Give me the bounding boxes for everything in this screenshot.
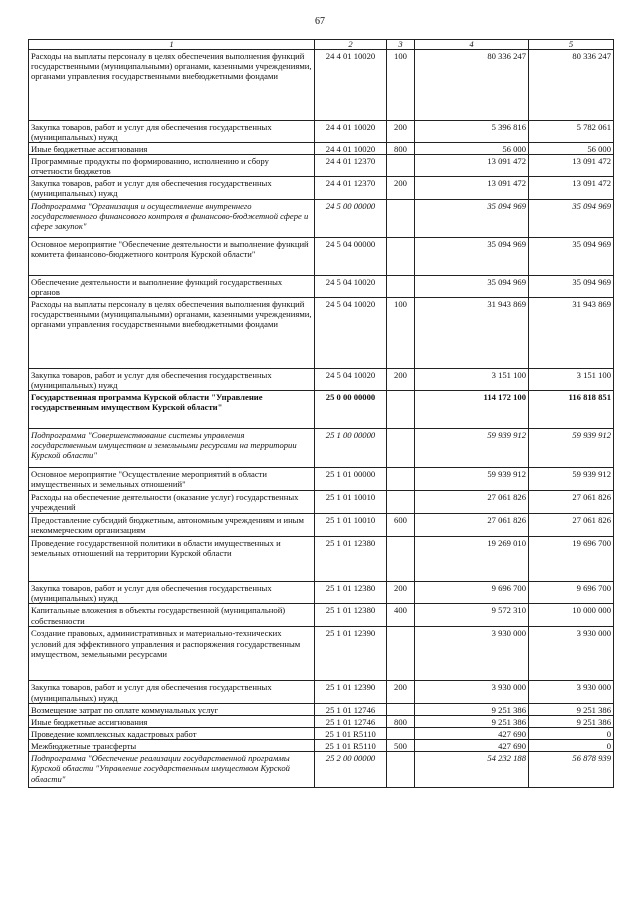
row-code: 25 1 01 10010 <box>315 491 387 514</box>
row-amount-2: 5 782 061 <box>529 120 614 142</box>
row-code: 25 1 01 12390 <box>315 627 387 681</box>
row-amount-1: 35 094 969 <box>415 275 529 297</box>
row-amount-1: 27 061 826 <box>415 491 529 514</box>
row-expense-type <box>387 155 415 177</box>
row-expense-type <box>387 752 415 788</box>
row-amount-2: 56 878 939 <box>529 752 614 788</box>
row-amount-2: 13 091 472 <box>529 177 614 199</box>
row-expense-type <box>387 537 415 582</box>
table-row <box>29 582 614 604</box>
row-amount-2: 10 000 000 <box>529 604 614 627</box>
table-row <box>29 368 614 390</box>
row-code: 25 1 01 12746 <box>315 703 387 715</box>
row-amount-1: 3 151 100 <box>415 368 529 390</box>
row-amount-2: 3 151 100 <box>529 368 614 390</box>
row-code: 25 1 01 12380 <box>315 582 387 604</box>
row-name: Иные бюджетные ассигнования <box>29 715 315 727</box>
row-code: 25 1 01 12390 <box>315 681 387 703</box>
row-amount-2: 80 336 247 <box>529 49 614 120</box>
row-expense-type: 200 <box>387 177 415 199</box>
row-name: Программные продукты по формированию, исполнению и сбору отчетности бюджетов <box>29 155 315 177</box>
row-name: Основное мероприятие "Обеспечение деятельности и выполнение функций комитета финансово-бюджетного контроля Курской области" <box>29 237 315 275</box>
row-name: Подпрограмма "Совершенствование системы управления государственным имуществом и земельными ресурсами на территории Курской области" <box>29 429 315 468</box>
table-row <box>29 297 614 368</box>
table-row <box>29 275 614 297</box>
row-name: Подпрограмма "Организация и осуществление внутреннего государственного финансового контроля в финансово-бюджетной сфере и сфере закупок" <box>29 199 315 237</box>
table-row <box>29 537 614 582</box>
row-expense-type <box>387 491 415 514</box>
table-row <box>29 715 614 727</box>
row-expense-type: 200 <box>387 582 415 604</box>
table-row <box>29 703 614 715</box>
row-expense-type <box>387 468 415 491</box>
row-code: 24 4 01 12370 <box>315 177 387 199</box>
row-amount-2: 35 094 969 <box>529 237 614 275</box>
column-number-5: 5 <box>529 40 614 50</box>
row-amount-1: 427 690 <box>415 740 529 752</box>
row-expense-type: 600 <box>387 514 415 537</box>
row-amount-1: 9 696 700 <box>415 582 529 604</box>
row-amount-2: 35 094 969 <box>529 199 614 237</box>
row-expense-type: 100 <box>387 49 415 120</box>
row-code: 24 5 04 10020 <box>315 297 387 368</box>
row-expense-type: 800 <box>387 715 415 727</box>
table-row <box>29 604 614 627</box>
row-expense-type <box>387 391 415 429</box>
row-amount-2: 56 000 <box>529 142 614 154</box>
table-row <box>29 514 614 537</box>
row-amount-1: 27 061 826 <box>415 514 529 537</box>
row-amount-2: 27 061 826 <box>529 514 614 537</box>
row-name: Капитальные вложения в объекты государственной (муниципальной) собственности <box>29 604 315 627</box>
row-amount-1: 5 396 816 <box>415 120 529 142</box>
table-row <box>29 237 614 275</box>
row-name: Закупка товаров, работ и услуг для обеспечения государственных (муниципальных) нужд <box>29 120 315 142</box>
row-name: Основное мероприятие "Осуществление мероприятий в области имущественных и земельных отношений" <box>29 468 315 491</box>
page-number: 67 <box>315 16 325 27</box>
row-expense-type: 200 <box>387 681 415 703</box>
row-amount-2: 31 943 869 <box>529 297 614 368</box>
row-code: 25 1 01 00000 <box>315 468 387 491</box>
row-name: Возмещение затрат по оплате коммунальных услуг <box>29 703 315 715</box>
row-code: 25 1 01 12746 <box>315 715 387 727</box>
row-amount-2: 59 939 912 <box>529 468 614 491</box>
row-amount-1: 9 251 386 <box>415 715 529 727</box>
table-header-row <box>29 40 614 50</box>
row-amount-2: 9 251 386 <box>529 703 614 715</box>
row-name: Иные бюджетные ассигнования <box>29 142 315 154</box>
table-row <box>29 120 614 142</box>
row-amount-1: 13 091 472 <box>415 177 529 199</box>
row-code: 24 5 04 00000 <box>315 237 387 275</box>
row-amount-2: 0 <box>529 727 614 739</box>
table-row <box>29 752 614 788</box>
table-row <box>29 177 614 199</box>
row-amount-1: 9 251 386 <box>415 703 529 715</box>
row-name: Проведение комплексных кадастровых работ <box>29 727 315 739</box>
row-amount-2: 19 696 700 <box>529 537 614 582</box>
row-amount-2: 9 251 386 <box>529 715 614 727</box>
table-row <box>29 199 614 237</box>
row-amount-1: 9 572 310 <box>415 604 529 627</box>
column-number-3: 3 <box>387 40 415 50</box>
row-amount-2: 35 094 969 <box>529 275 614 297</box>
row-name: Государственная программа Курской области "Управление государственным имуществом Курской области" <box>29 391 315 429</box>
row-amount-2: 59 939 912 <box>529 429 614 468</box>
row-expense-type <box>387 199 415 237</box>
row-amount-1: 3 930 000 <box>415 681 529 703</box>
row-amount-1: 31 943 869 <box>415 297 529 368</box>
column-number-2: 2 <box>315 40 387 50</box>
row-amount-1: 427 690 <box>415 727 529 739</box>
row-amount-1: 35 094 969 <box>415 199 529 237</box>
row-expense-type <box>387 727 415 739</box>
row-expense-type: 400 <box>387 604 415 627</box>
row-code: 24 4 01 12370 <box>315 155 387 177</box>
table-row <box>29 727 614 739</box>
row-code: 25 1 00 00000 <box>315 429 387 468</box>
row-name: Проведение государственной политики в области имущественных и земельных отношений на территории Курской области <box>29 537 315 582</box>
row-expense-type <box>387 237 415 275</box>
row-amount-1: 3 930 000 <box>415 627 529 681</box>
row-amount-2: 0 <box>529 740 614 752</box>
row-code: 24 4 01 10020 <box>315 49 387 120</box>
row-amount-2: 3 930 000 <box>529 681 614 703</box>
table-row <box>29 468 614 491</box>
row-amount-1: 114 172 100 <box>415 391 529 429</box>
row-code: 25 1 01 R5110 <box>315 727 387 739</box>
table-row <box>29 627 614 681</box>
row-code: 24 5 04 10020 <box>315 368 387 390</box>
budget-table <box>28 39 614 788</box>
row-amount-1: 19 269 010 <box>415 537 529 582</box>
row-code: 24 5 04 10020 <box>315 275 387 297</box>
row-amount-2: 9 696 700 <box>529 582 614 604</box>
row-name: Расходы на выплаты персоналу в целях обеспечения выполнения функций государственными (муниципальными) органами, казенными учреждениями, органами управления государственными внебюджетными фондами <box>29 49 315 120</box>
row-code: 24 5 00 00000 <box>315 199 387 237</box>
row-name: Расходы на выплаты персоналу в целях обеспечения выполнения функций государственными (муниципальными) органами, казенными учреждениями, органами управления государственными внебюджетными фондами <box>29 297 315 368</box>
row-expense-type: 100 <box>387 297 415 368</box>
table-row <box>29 142 614 154</box>
row-name: Подпрограмма "Обеспечение реализации государственной программы Курской области "Управление государственным имуществом Курской области" <box>29 752 315 788</box>
row-code: 25 0 00 00000 <box>315 391 387 429</box>
row-expense-type <box>387 627 415 681</box>
row-amount-2: 3 930 000 <box>529 627 614 681</box>
row-expense-type: 800 <box>387 142 415 154</box>
row-amount-1: 59 939 912 <box>415 429 529 468</box>
row-code: 24 4 01 10020 <box>315 120 387 142</box>
table-row <box>29 491 614 514</box>
row-expense-type <box>387 703 415 715</box>
row-name: Создание правовых, административных и материально-технических условий для эффективного управления и распоряжения государственным имуществом, земельными ресурсами <box>29 627 315 681</box>
row-amount-1: 80 336 247 <box>415 49 529 120</box>
table-row <box>29 49 614 120</box>
row-name: Предоставление субсидий бюджетным, автономным учреждениям и иным некоммерческим организациям <box>29 514 315 537</box>
row-amount-2: 116 818 851 <box>529 391 614 429</box>
row-code: 25 1 01 12380 <box>315 604 387 627</box>
table-row <box>29 391 614 429</box>
row-amount-2: 27 061 826 <box>529 491 614 514</box>
row-expense-type <box>387 429 415 468</box>
row-code: 25 1 01 10010 <box>315 514 387 537</box>
row-name: Обеспечение деятельности и выполнение функций государственных органов <box>29 275 315 297</box>
row-amount-2: 13 091 472 <box>529 155 614 177</box>
row-name: Закупка товаров, работ и услуг для обеспечения государственных (муниципальных) нужд <box>29 177 315 199</box>
row-amount-1: 54 232 188 <box>415 752 529 788</box>
row-amount-1: 56 000 <box>415 142 529 154</box>
column-number-4: 4 <box>415 40 529 50</box>
row-code: 25 2 00 00000 <box>315 752 387 788</box>
row-name: Закупка товаров, работ и услуг для обеспечения государственных (муниципальных) нужд <box>29 681 315 703</box>
row-name: Расходы на обеспечение деятельности (оказание услуг) государственных учреждений <box>29 491 315 514</box>
row-code: 25 1 01 R5110 <box>315 740 387 752</box>
row-amount-1: 59 939 912 <box>415 468 529 491</box>
row-expense-type: 500 <box>387 740 415 752</box>
row-expense-type <box>387 275 415 297</box>
row-amount-1: 35 094 969 <box>415 237 529 275</box>
table-row <box>29 681 614 703</box>
row-expense-type: 200 <box>387 120 415 142</box>
row-name: Закупка товаров, работ и услуг для обеспечения государственных (муниципальных) нужд <box>29 368 315 390</box>
row-amount-1: 13 091 472 <box>415 155 529 177</box>
row-code: 25 1 01 12380 <box>315 537 387 582</box>
table-row <box>29 155 614 177</box>
row-name: Межбюджетные трансферты <box>29 740 315 752</box>
row-code: 24 4 01 10020 <box>315 142 387 154</box>
row-expense-type: 200 <box>387 368 415 390</box>
table-row <box>29 429 614 468</box>
column-number-1: 1 <box>29 40 315 50</box>
table-row <box>29 740 614 752</box>
row-name: Закупка товаров, работ и услуг для обеспечения государственных (муниципальных) нужд <box>29 582 315 604</box>
